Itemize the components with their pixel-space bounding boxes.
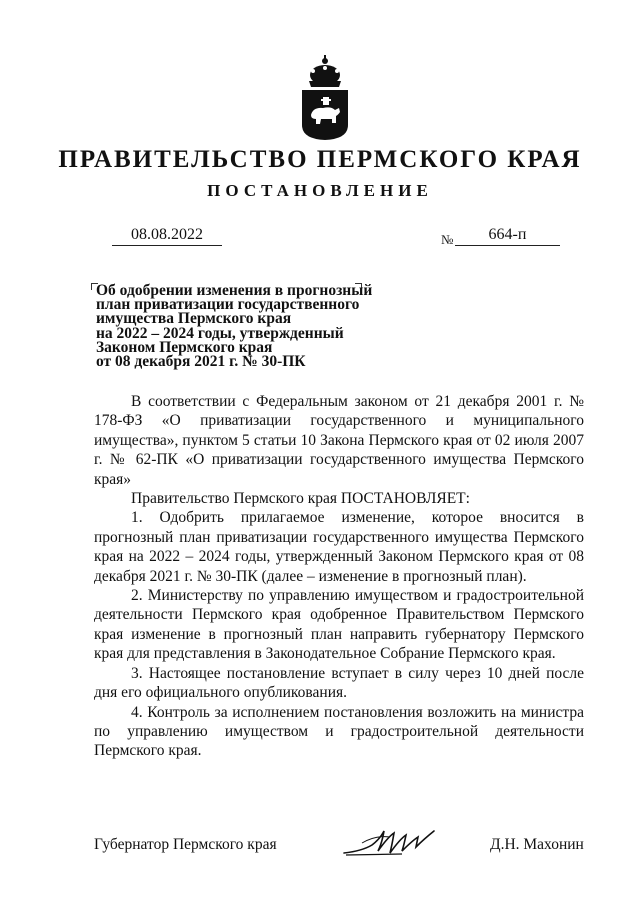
document-number: 664-п — [455, 226, 560, 246]
document-date: 08.08.2022 — [112, 226, 222, 246]
subject-line: имущества Пермского края — [96, 310, 292, 328]
document-subject — [96, 284, 396, 369]
handwritten-signature-icon — [342, 823, 440, 863]
number-label: № — [441, 232, 454, 247]
perm-krai-emblem-icon — [299, 53, 351, 141]
item-4-paragraph: 4. Контроль за исполнением постановления возложить на министра по управлению имуществом и градостроительной деятельности Пермского края. — [94, 703, 584, 760]
subject-line: Законом Пермского края — [96, 338, 273, 356]
subject-line: на 2022 – 2024 годы, утвержденный — [96, 324, 344, 342]
subject-line: план приватизации государственного — [96, 296, 360, 314]
preamble-paragraph: В соответствии с Федеральным законом от 21 декабря 2001 г. № 178-ФЗ «О приватизации государственного и муниципального имущества», пунктом 5 статьи 10 Закона Пермского края от 02 июля 2007 г. № 62-ПК «О приватизации государственного имущества Пермского края» — [94, 393, 584, 488]
signatory-position: Губернатор Пермского края — [94, 836, 277, 853]
item-2-paragraph: 2. Министерству по управлению имуществом и градостроительной деятельности Пермского края одобренное Правительством Пермского края изменение в прогнозный план направить губернатору Пермского края для представления в Законодательное Собрание Пермского края. — [94, 587, 584, 663]
item-3-paragraph: 3. Настоящее постановление вступает в силу через 10 дней после дня его официального опубликования. — [94, 664, 584, 702]
document-body — [94, 392, 584, 761]
subject-line: Об одобрении изменения в прогнозный — [96, 282, 373, 299]
decree-paragraph: Правительство Пермского края ПОСТАНОВЛЯЕТ: — [131, 490, 470, 508]
signatory-name: Д.Н. Махонин — [490, 836, 584, 853]
government-title: ПРАВИТЕЛЬСТВО ПЕРМСКОГО КРАЯ — [58, 146, 582, 173]
subject-line: от 08 декабря 2021 г. № 30-ПК — [96, 353, 306, 371]
document-type: ПОСТАНОВЛЕНИЕ — [207, 181, 433, 200]
item-1-paragraph: 1. Одобрить прилагаемое изменение, которое вносится в прогнозный план приватизации государственного имущества Пермского края на 2022 – 2024 годы, утвержденный Законом Пермского края от 08 декабря 2021 г. № 30-ПК (далее – изменение в прогнозный план). — [94, 509, 584, 585]
